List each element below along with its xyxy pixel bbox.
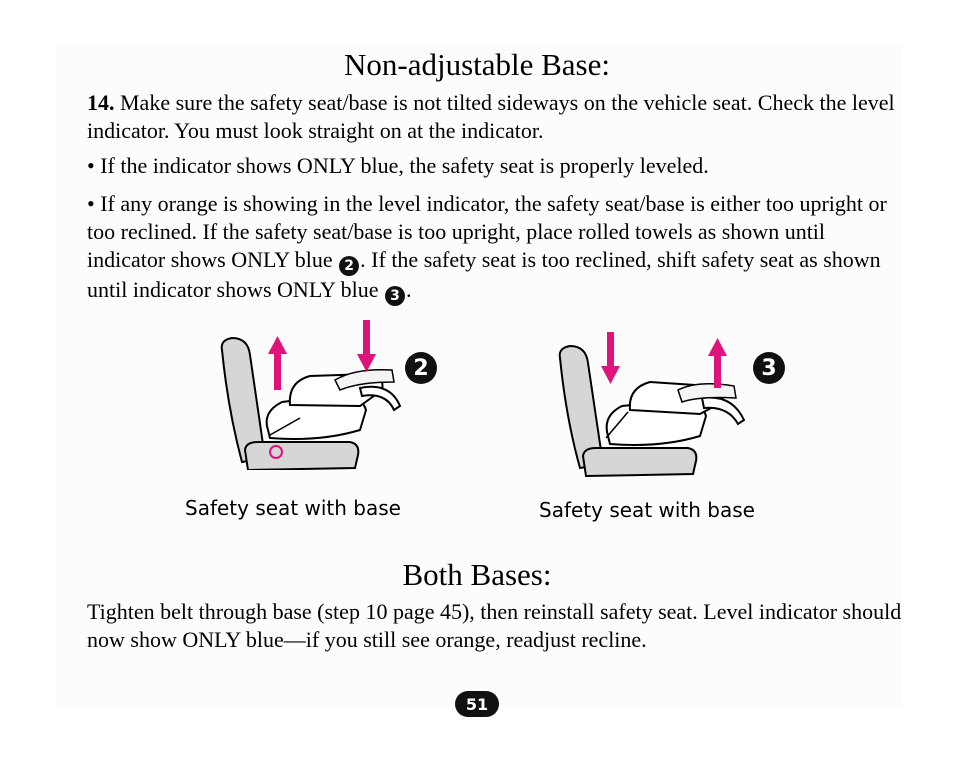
illustration-seat-upright [210, 310, 410, 470]
step-14-text: Make sure the safety seat/base is not tilted sideways on the vehicle seat. Check the level indicator. You must look straight on at the indicator. [87, 90, 895, 143]
arrow-up-icon [708, 338, 727, 388]
arrow-down-icon [601, 332, 620, 384]
section-title-both-bases: Both Bases: [402, 557, 552, 592]
illustration-seat-reclined [548, 328, 753, 478]
circled-number-3: 3 [385, 286, 405, 306]
bullet2-text-c: . [406, 277, 412, 302]
arrow-down-icon [357, 320, 376, 372]
page-number-badge: 51 [455, 691, 499, 717]
bullet2-text-b: . If the safety seat is too reclined, shift safety seat as shown until indicator shows ONLY blue [87, 247, 881, 302]
step-14-paragraph [87, 89, 903, 145]
illustration-number-2: 2 [405, 352, 437, 384]
arrow-up-icon [268, 336, 287, 390]
step-number: 14. [87, 90, 115, 115]
both-bases-paragraph: Tighten belt through base (step 10 page 45), then reinstall safety seat. Level indicator should now show ONLY blue—if you still see orange, readjust recline. [87, 599, 902, 652]
illustration-caption-right: Safety seat with base [539, 498, 755, 522]
bullet2-text-a: • If any orange is showing in the level indicator, the safety seat/base is either too upright or too reclined. If the safety seat/base is too upright, place rolled towels as shown until indicator shows ONLY blue [87, 191, 887, 272]
bullet-orange-showing [87, 190, 903, 306]
circled-number-2: 2 [339, 256, 359, 276]
illustration-number-3: 3 [753, 352, 785, 384]
bullet-blue-only: • If the indicator shows ONLY blue, the safety seat is properly leveled. [87, 153, 709, 178]
section-title-non-adjustable: Non-adjustable Base: [343, 47, 610, 82]
illustration-caption-left: Safety seat with base [185, 496, 401, 520]
